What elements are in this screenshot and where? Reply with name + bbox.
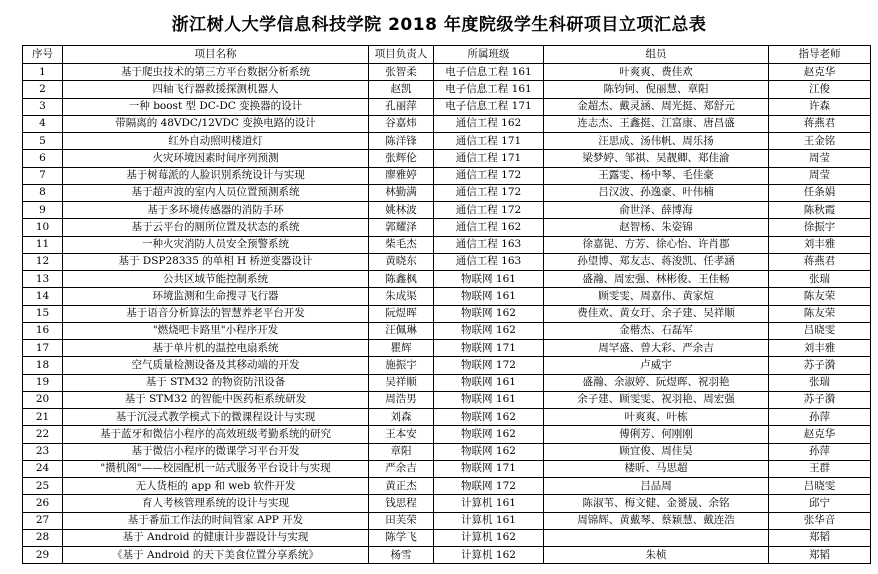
- header-row: [23, 46, 871, 64]
- cell-class: 物联网 172: [434, 357, 544, 374]
- cell-tutor: 张华音: [769, 512, 871, 529]
- cell-class: 电子信息工程 161: [434, 64, 544, 81]
- cell-leader: 刘森: [369, 409, 434, 426]
- cell-class: 物联网 171: [434, 340, 544, 357]
- cell-leader: 田芙荣: [369, 512, 434, 529]
- cell-tutor: 吕晓雯: [769, 478, 871, 495]
- cell-class: 物联网 172: [434, 478, 544, 495]
- cell-project-name: 基于微信小程序的微课学习平台开发: [63, 443, 369, 460]
- cell-leader: 谷嘉炜: [369, 115, 434, 132]
- cell-tutor: 孙萍: [769, 409, 871, 426]
- cell-members: 连志杰、王鑫挺、江富康、唐昌盛: [544, 115, 769, 132]
- cell-leader: 朱成渠: [369, 288, 434, 305]
- header-cell-members: 组员: [544, 46, 769, 64]
- cell-members: [544, 529, 769, 546]
- cell-project-name: 基于语音分析算法的智慧养老平台开发: [63, 305, 369, 322]
- table-row: [23, 202, 871, 219]
- cell-class: 物联网 161: [434, 271, 544, 288]
- document-title: 浙江树人大学信息科技学院 2018 年度院级学生科研项目立项汇总表: [171, 15, 707, 35]
- cell-project-name: 空气质量检测设备及其移动端的开发: [63, 357, 369, 374]
- cell-project-name: 基于 STM32 的物资防汛设备: [63, 374, 369, 391]
- cell-leader: 吴祥顺: [369, 374, 434, 391]
- cell-no: 4: [23, 115, 63, 132]
- cell-tutor: 任条娟: [769, 184, 871, 201]
- cell-project-name: "攒机阁"——校园配机一站式服务平台设计与实现: [63, 460, 369, 477]
- cell-leader: 张智柔: [369, 64, 434, 81]
- cell-class: 通信工程 171: [434, 133, 544, 150]
- table-row: [23, 391, 871, 408]
- cell-tutor: 吕晓雯: [769, 322, 871, 339]
- cell-class: 物联网 161: [434, 288, 544, 305]
- cell-class: 计算机 161: [434, 495, 544, 512]
- cell-class: 物联网 161: [434, 391, 544, 408]
- cell-tutor: 邱宁: [769, 495, 871, 512]
- cell-project-name: 基于单片机的温控电扇系统: [63, 340, 369, 357]
- cell-members: 陈钧钶、倪丽慧、章阳: [544, 81, 769, 98]
- header-cell-class: 所属班级: [434, 46, 544, 64]
- cell-project-name: 基于沉浸式教学模式下的微课程设计与实现: [63, 409, 369, 426]
- cell-no: 26: [23, 495, 63, 512]
- cell-class: 电子信息工程 161: [434, 81, 544, 98]
- cell-no: 19: [23, 374, 63, 391]
- cell-class: 物联网 162: [434, 443, 544, 460]
- cell-class: 物联网 161: [434, 374, 544, 391]
- cell-tutor: 蒋燕君: [769, 253, 871, 270]
- cell-class: 物联网 162: [434, 322, 544, 339]
- cell-project-name: 火灾环境因素时间序列预测: [63, 150, 369, 167]
- cell-leader: 黄正杰: [369, 478, 434, 495]
- cell-no: 18: [23, 357, 63, 374]
- cell-members: 吕汉波、孙逸豪、叶伟楠: [544, 184, 769, 201]
- cell-leader: 孔丽萍: [369, 98, 434, 115]
- cell-no: 3: [23, 98, 63, 115]
- cell-class: 物联网 162: [434, 409, 544, 426]
- cell-class: 计算机 162: [434, 547, 544, 564]
- cell-no: 10: [23, 219, 63, 236]
- cell-members: 傅俐芳、何刚刚: [544, 426, 769, 443]
- cell-members: 王露雯、杨中琴、毛佳豪: [544, 167, 769, 184]
- cell-project-name: 一种火灾消防人员安全预警系统: [63, 236, 369, 253]
- cell-project-name: 基于树莓派的人脸识别系统设计与实现: [63, 167, 369, 184]
- table-row: [23, 357, 871, 374]
- cell-members: 赵智杨、朱姿锦: [544, 219, 769, 236]
- cell-leader: 瞿辉: [369, 340, 434, 357]
- table-row: [23, 409, 871, 426]
- cell-project-name: 无人货柜的 app 和 web 软件开发: [63, 478, 369, 495]
- cell-tutor: 陈友荣: [769, 288, 871, 305]
- table-row: [23, 288, 871, 305]
- cell-members: 孙望博、郑友志、蒋浚凯、任孝涵: [544, 253, 769, 270]
- cell-tutor: 陈秋霞: [769, 202, 871, 219]
- cell-leader: 杨雪: [369, 547, 434, 564]
- cell-class: 物联网 162: [434, 305, 544, 322]
- cell-no: 29: [23, 547, 63, 564]
- cell-leader: 赵凯: [369, 81, 434, 98]
- table-row: [23, 512, 871, 529]
- cell-class: 通信工程 162: [434, 115, 544, 132]
- cell-leader: 陈洋锋: [369, 133, 434, 150]
- table-row: [23, 547, 871, 564]
- cell-project-name: 育人考核管理系统的设计与实现: [63, 495, 369, 512]
- table-row: [23, 81, 871, 98]
- cell-no: 13: [23, 271, 63, 288]
- table-row: [23, 271, 871, 288]
- cell-members: 盛瀚、周宏强、林彬俊、王佳畅: [544, 271, 769, 288]
- cell-tutor: 周莹: [769, 167, 871, 184]
- cell-members: 吕品周: [544, 478, 769, 495]
- cell-tutor: 赵克华: [769, 426, 871, 443]
- cell-no: 1: [23, 64, 63, 81]
- cell-no: 21: [23, 409, 63, 426]
- cell-project-name: 基于多环境传感器的消防手环: [63, 202, 369, 219]
- table-row: [23, 184, 871, 201]
- cell-members: 楼昕、马思超: [544, 460, 769, 477]
- cell-tutor: 郑韬: [769, 547, 871, 564]
- cell-members: 叶爽爽、叶栋: [544, 409, 769, 426]
- cell-class: 通信工程 172: [434, 184, 544, 201]
- cell-tutor: 王群: [769, 460, 871, 477]
- cell-members: 叶爽爽、费佳欢: [544, 64, 769, 81]
- cell-members: 周锦辉、黄戴琴、蔡颖慧、戴连浩: [544, 512, 769, 529]
- cell-no: 28: [23, 529, 63, 546]
- cell-members: 陈淑苇、梅文健、金赟晟、余铭: [544, 495, 769, 512]
- cell-class: 物联网 171: [434, 460, 544, 477]
- cell-tutor: 许森: [769, 98, 871, 115]
- cell-project-name: 基于 STM32 的智能中医药柜系统研发: [63, 391, 369, 408]
- cell-tutor: 孙萍: [769, 443, 871, 460]
- cell-leader: 严余吉: [369, 460, 434, 477]
- cell-leader: 黄晓东: [369, 253, 434, 270]
- cell-no: 24: [23, 460, 63, 477]
- cell-leader: 章阳: [369, 443, 434, 460]
- cell-project-name: 基于蓝牙和微信小程序的高效班级考勤系统的研究: [63, 426, 369, 443]
- cell-no: 11: [23, 236, 63, 253]
- cell-project-name: 基于番茄工作法的时间管家 APP 开发: [63, 512, 369, 529]
- cell-leader: 姚林波: [369, 202, 434, 219]
- cell-tutor: 郑韬: [769, 529, 871, 546]
- header-cell-project-name: 项目名称: [63, 46, 369, 64]
- cell-project-name: 基于超声波的室内人员位置预测系统: [63, 184, 369, 201]
- table-row: [23, 115, 871, 132]
- cell-members: 顾宜俊、周佳昊: [544, 443, 769, 460]
- cell-tutor: 张瑞: [769, 374, 871, 391]
- header-cell-leader: 项目负责人: [369, 46, 434, 64]
- cell-leader: 王本安: [369, 426, 434, 443]
- table-row: [23, 478, 871, 495]
- cell-project-name: 带隔离的 48VDC/12VDC 变换电路的设计: [63, 115, 369, 132]
- cell-members: 周罕盛、曾大彩、严余吉: [544, 340, 769, 357]
- cell-class: 计算机 161: [434, 512, 544, 529]
- cell-leader: 阮煜晖: [369, 305, 434, 322]
- cell-project-name: 基于爬虫技术的第三方平台数据分析系统: [63, 64, 369, 81]
- cell-class: 物联网 162: [434, 426, 544, 443]
- cell-members: 徐嘉铌、方芳、徐心怡、许肖郡: [544, 236, 769, 253]
- table-row: [23, 150, 871, 167]
- cell-members: 汪思成、汤伟帆、周乐扬: [544, 133, 769, 150]
- cell-leader: 郭耀泽: [369, 219, 434, 236]
- table-row: [23, 340, 871, 357]
- table-row: [23, 529, 871, 546]
- cell-project-name: 公共区域节能控制系统: [63, 271, 369, 288]
- cell-members: 卢威宇: [544, 357, 769, 374]
- table-row: [23, 495, 871, 512]
- cell-no: 22: [23, 426, 63, 443]
- cell-class: 通信工程 163: [434, 236, 544, 253]
- cell-tutor: 刘丰雅: [769, 236, 871, 253]
- table-row: [23, 374, 871, 391]
- table-row: [23, 219, 871, 236]
- table-row: [23, 98, 871, 115]
- cell-leader: 张辉伦: [369, 150, 434, 167]
- cell-tutor: 江俊: [769, 81, 871, 98]
- cell-class: 计算机 162: [434, 529, 544, 546]
- project-table: [22, 45, 871, 564]
- cell-tutor: 刘丰雅: [769, 340, 871, 357]
- cell-members: 顾雯雯、周嘉伟、黄家煊: [544, 288, 769, 305]
- cell-tutor: 苏子漪: [769, 391, 871, 408]
- cell-no: 5: [23, 133, 63, 150]
- cell-project-name: 基于 Android 的健康计步器设计与实现: [63, 529, 369, 546]
- cell-no: 8: [23, 184, 63, 201]
- cell-class: 通信工程 171: [434, 150, 544, 167]
- cell-members: 费佳欢、黄女玗、余子建、吴祥顺: [544, 305, 769, 322]
- cell-members: 余子建、顾雯雯、祝羽艳、周宏强: [544, 391, 769, 408]
- cell-project-name: 基于 DSP28335 的单相 H 桥逆变器设计: [63, 253, 369, 270]
- table-row: [23, 236, 871, 253]
- cell-class: 通信工程 163: [434, 253, 544, 270]
- cell-project-name: 一种 boost 型 DC-DC 变换器的设计: [63, 98, 369, 115]
- cell-members: 朱桢: [544, 547, 769, 564]
- table-row: [23, 460, 871, 477]
- cell-class: 通信工程 162: [434, 219, 544, 236]
- table-row: [23, 322, 871, 339]
- cell-leader: 廖雅婷: [369, 167, 434, 184]
- cell-project-name: 红外自动照明楼道灯: [63, 133, 369, 150]
- cell-no: 14: [23, 288, 63, 305]
- cell-tutor: 陈友荣: [769, 305, 871, 322]
- cell-members: 俞世泽、薛博海: [544, 202, 769, 219]
- cell-no: 6: [23, 150, 63, 167]
- cell-no: 25: [23, 478, 63, 495]
- cell-no: 9: [23, 202, 63, 219]
- cell-no: 17: [23, 340, 63, 357]
- cell-tutor: 周莹: [769, 150, 871, 167]
- cell-leader: 陈学飞: [369, 529, 434, 546]
- cell-leader: 钱思程: [369, 495, 434, 512]
- cell-tutor: 张瑞: [769, 271, 871, 288]
- cell-tutor: 徐振宇: [769, 219, 871, 236]
- cell-leader: 陈鑫枫: [369, 271, 434, 288]
- header-cell-tutor: 指导老师: [769, 46, 871, 64]
- cell-tutor: 苏子漪: [769, 357, 871, 374]
- cell-no: 15: [23, 305, 63, 322]
- table-row: [23, 64, 871, 81]
- table-row: [23, 305, 871, 322]
- cell-no: 7: [23, 167, 63, 184]
- table-row: [23, 167, 871, 184]
- cell-project-name: 基于云平台的厕所位置及状态的系统: [63, 219, 369, 236]
- table-row: [23, 443, 871, 460]
- cell-members: 梁梦婷、邹祺、吴靓卿、郑佳渝: [544, 150, 769, 167]
- cell-tutor: 赵克华: [769, 64, 871, 81]
- cell-leader: 施振宇: [369, 357, 434, 374]
- cell-leader: 汪佩琳: [369, 322, 434, 339]
- cell-no: 2: [23, 81, 63, 98]
- cell-members: 金楷杰、石磊军: [544, 322, 769, 339]
- cell-class: 电子信息工程 171: [434, 98, 544, 115]
- cell-leader: 林勤满: [369, 184, 434, 201]
- cell-class: 通信工程 172: [434, 202, 544, 219]
- table-row: [23, 426, 871, 443]
- header-cell-no: 序号: [23, 46, 63, 64]
- cell-project-name: 《基于 Android 的天下美食位置分享系统》: [63, 547, 369, 564]
- cell-class: 通信工程 172: [434, 167, 544, 184]
- cell-no: 16: [23, 322, 63, 339]
- cell-members: 盛瀚、余淑婷、阮煜晖、祝羽艳: [544, 374, 769, 391]
- cell-members: 金超杰、戴灵涵、周光挺、郑舒元: [544, 98, 769, 115]
- cell-no: 12: [23, 253, 63, 270]
- table-body: [23, 64, 871, 564]
- table-row: [23, 133, 871, 150]
- cell-no: 23: [23, 443, 63, 460]
- cell-no: 20: [23, 391, 63, 408]
- cell-leader: 周浩男: [369, 391, 434, 408]
- cell-tutor: 蒋燕君: [769, 115, 871, 132]
- cell-tutor: 王金铭: [769, 133, 871, 150]
- cell-project-name: 环境监测和生命搜寻飞行器: [63, 288, 369, 305]
- cell-project-name: "燃烧吧卡路里"小程序开发: [63, 322, 369, 339]
- table-row: [23, 253, 871, 270]
- cell-leader: 柴毛杰: [369, 236, 434, 253]
- cell-project-name: 四轴飞行器救援探测机器人: [63, 81, 369, 98]
- cell-no: 27: [23, 512, 63, 529]
